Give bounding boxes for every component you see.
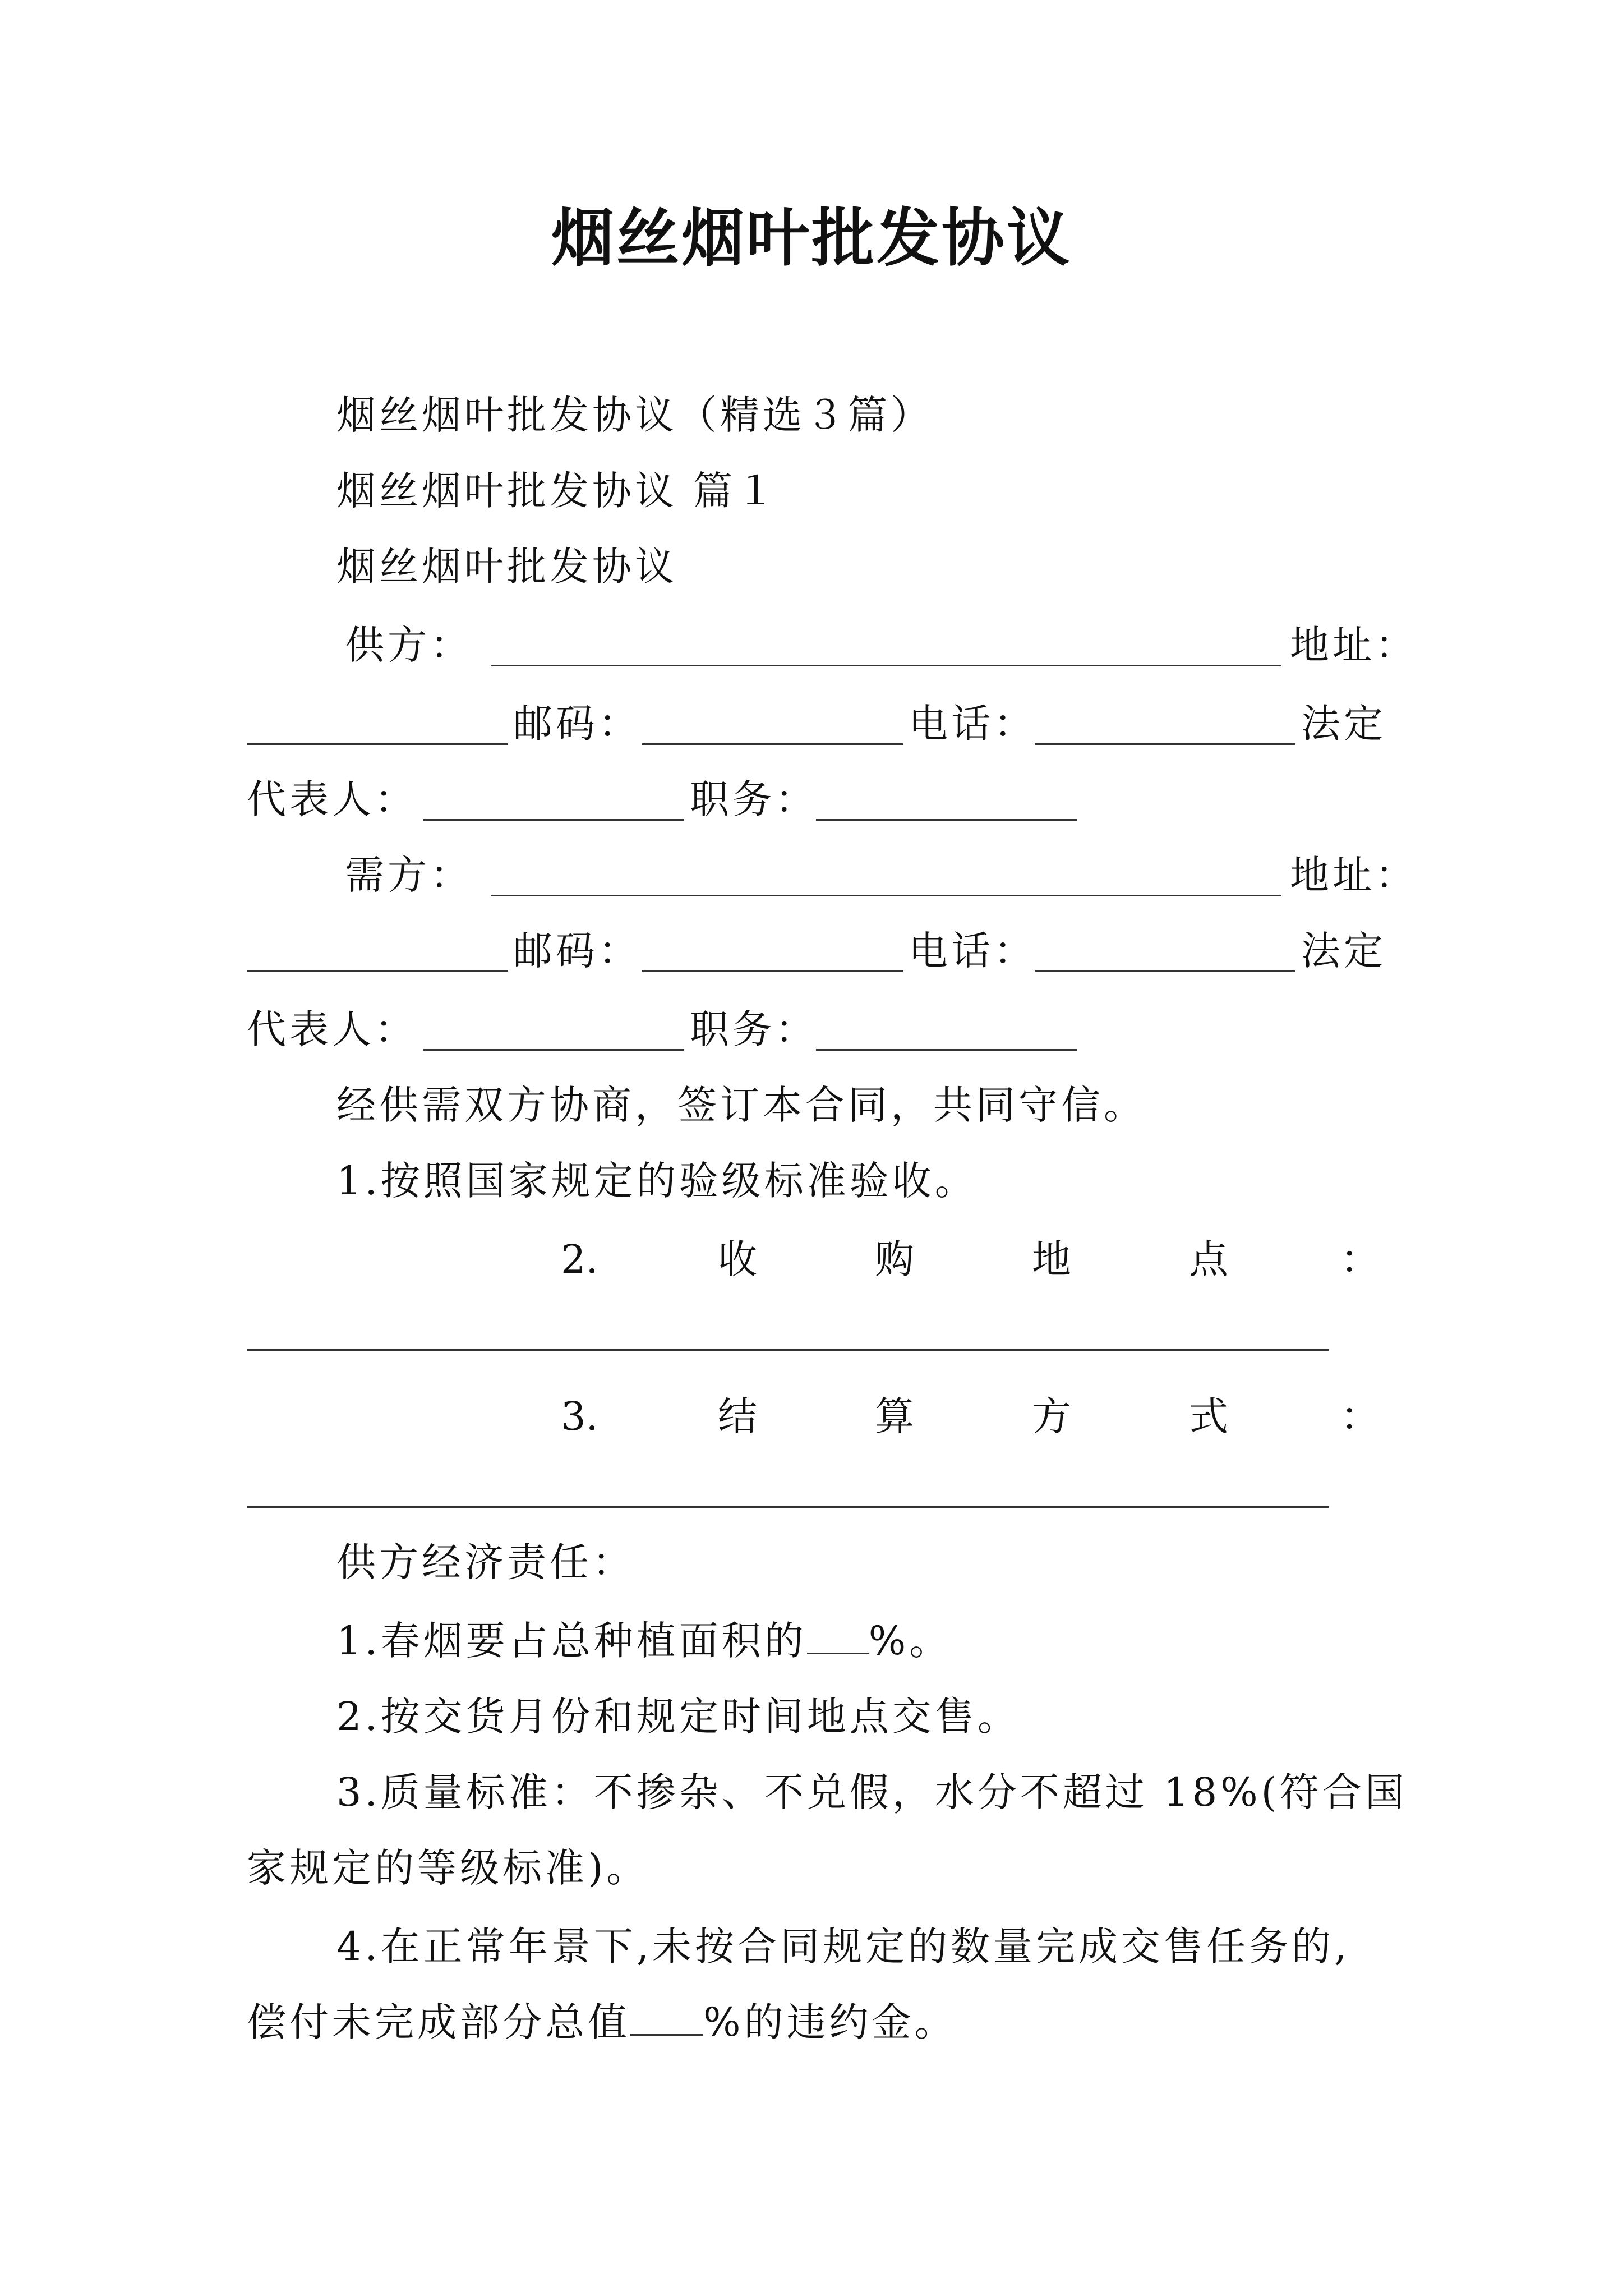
resp-item-1-blank: [807, 1619, 869, 1654]
buyer-address-label: 地址：: [1290, 852, 1418, 898]
resp-item-1-suffix: %。: [868, 1618, 952, 1664]
subtitle: 烟丝烟叶批发协议（精选３篇）: [336, 392, 933, 438]
supplier-postcode-label: 邮码：: [513, 701, 641, 747]
resp-item-1: [336, 1613, 952, 1669]
buyer-phone-label: 电话：: [909, 928, 1036, 974]
buyer-position-blank: [816, 1049, 1077, 1051]
supplier-legal-label: 法定: [1301, 701, 1386, 747]
resp-item-1-text: 1.春烟要占总种植面积的: [336, 1618, 807, 1664]
buyer-postcode-label: 邮码：: [513, 928, 641, 974]
item-2-char: 购: [875, 1236, 914, 1282]
buyer-label: 需方：: [345, 852, 473, 898]
document-title: 烟丝烟叶批发协议: [551, 201, 1072, 275]
item-3-colon: ：: [1340, 1393, 1380, 1439]
supplier-rep-blank: [423, 819, 684, 821]
supplier-label: 供方：: [345, 622, 473, 668]
supplier-name-blank: [491, 665, 1281, 666]
buyer-name-blank: [491, 895, 1281, 896]
supplier-position-label: 职务：: [690, 776, 818, 822]
item-2-blank: [247, 1349, 1329, 1351]
part-heading: 烟丝烟叶批发协议 篇１: [336, 468, 779, 514]
item-3-char: 式: [1189, 1393, 1228, 1439]
section-heading: 烟丝烟叶批发协议: [336, 544, 677, 590]
item-3-char: 结: [718, 1393, 757, 1439]
resp-item-4-line1: 4.在正常年景下,未按合同规定的数量完成交售任务的,: [336, 1924, 1350, 1970]
resp-item-4-blank: [630, 2000, 703, 2036]
buyer-legal-label: 法定: [1301, 928, 1386, 974]
item-1: 1.按照国家规定的验级标准验收。: [336, 1158, 978, 1204]
buyer-rep-label: 代表人：: [247, 1006, 417, 1052]
item-3-char: 算: [875, 1393, 914, 1439]
supplier-rep-label: 代表人：: [247, 776, 417, 822]
responsibility-title: 供方经济责任：: [336, 1539, 635, 1585]
resp-item-4-suffix: %的违约金。: [703, 1999, 957, 2045]
intro-paragraph: 经供需双方协商，签订本合同，共同守信。: [336, 1082, 1146, 1128]
supplier-phone-blank: [1035, 743, 1295, 745]
item-3-blank: [247, 1506, 1329, 1508]
item-2-colon: ：: [1340, 1236, 1380, 1282]
item-2-char: 地: [1032, 1236, 1071, 1282]
resp-item-4-line2: [247, 1994, 957, 2050]
buyer-postcode-blank: [642, 970, 903, 972]
resp-item-3-line2: 家规定的等级标准)。: [247, 1845, 649, 1891]
buyer-rep-blank: [423, 1049, 684, 1051]
supplier-address-label: 地址：: [1290, 622, 1418, 668]
item-2-char: 收: [718, 1236, 757, 1282]
resp-item-2: 2.按交货月份和规定时间地点交售。: [336, 1694, 1020, 1740]
supplier-postcode-blank: [642, 743, 903, 745]
resp-item-4-text: 偿付未完成部分总值: [247, 1999, 630, 2045]
item-2-number: 2.: [561, 1236, 598, 1282]
supplier-address-blank: [247, 743, 508, 745]
item-2-char: 点: [1189, 1236, 1228, 1282]
supplier-phone-label: 电话：: [909, 701, 1036, 747]
buyer-address-blank: [247, 970, 508, 972]
supplier-position-blank: [816, 819, 1077, 821]
item-3-char: 方: [1032, 1393, 1071, 1439]
buyer-phone-blank: [1035, 970, 1295, 972]
resp-item-3-line1: 3.质量标准：不掺杂、不兑假，水分不超过 18%(符合国: [336, 1769, 1408, 1815]
item-3-number: 3.: [561, 1393, 598, 1439]
buyer-position-label: 职务：: [690, 1006, 818, 1052]
